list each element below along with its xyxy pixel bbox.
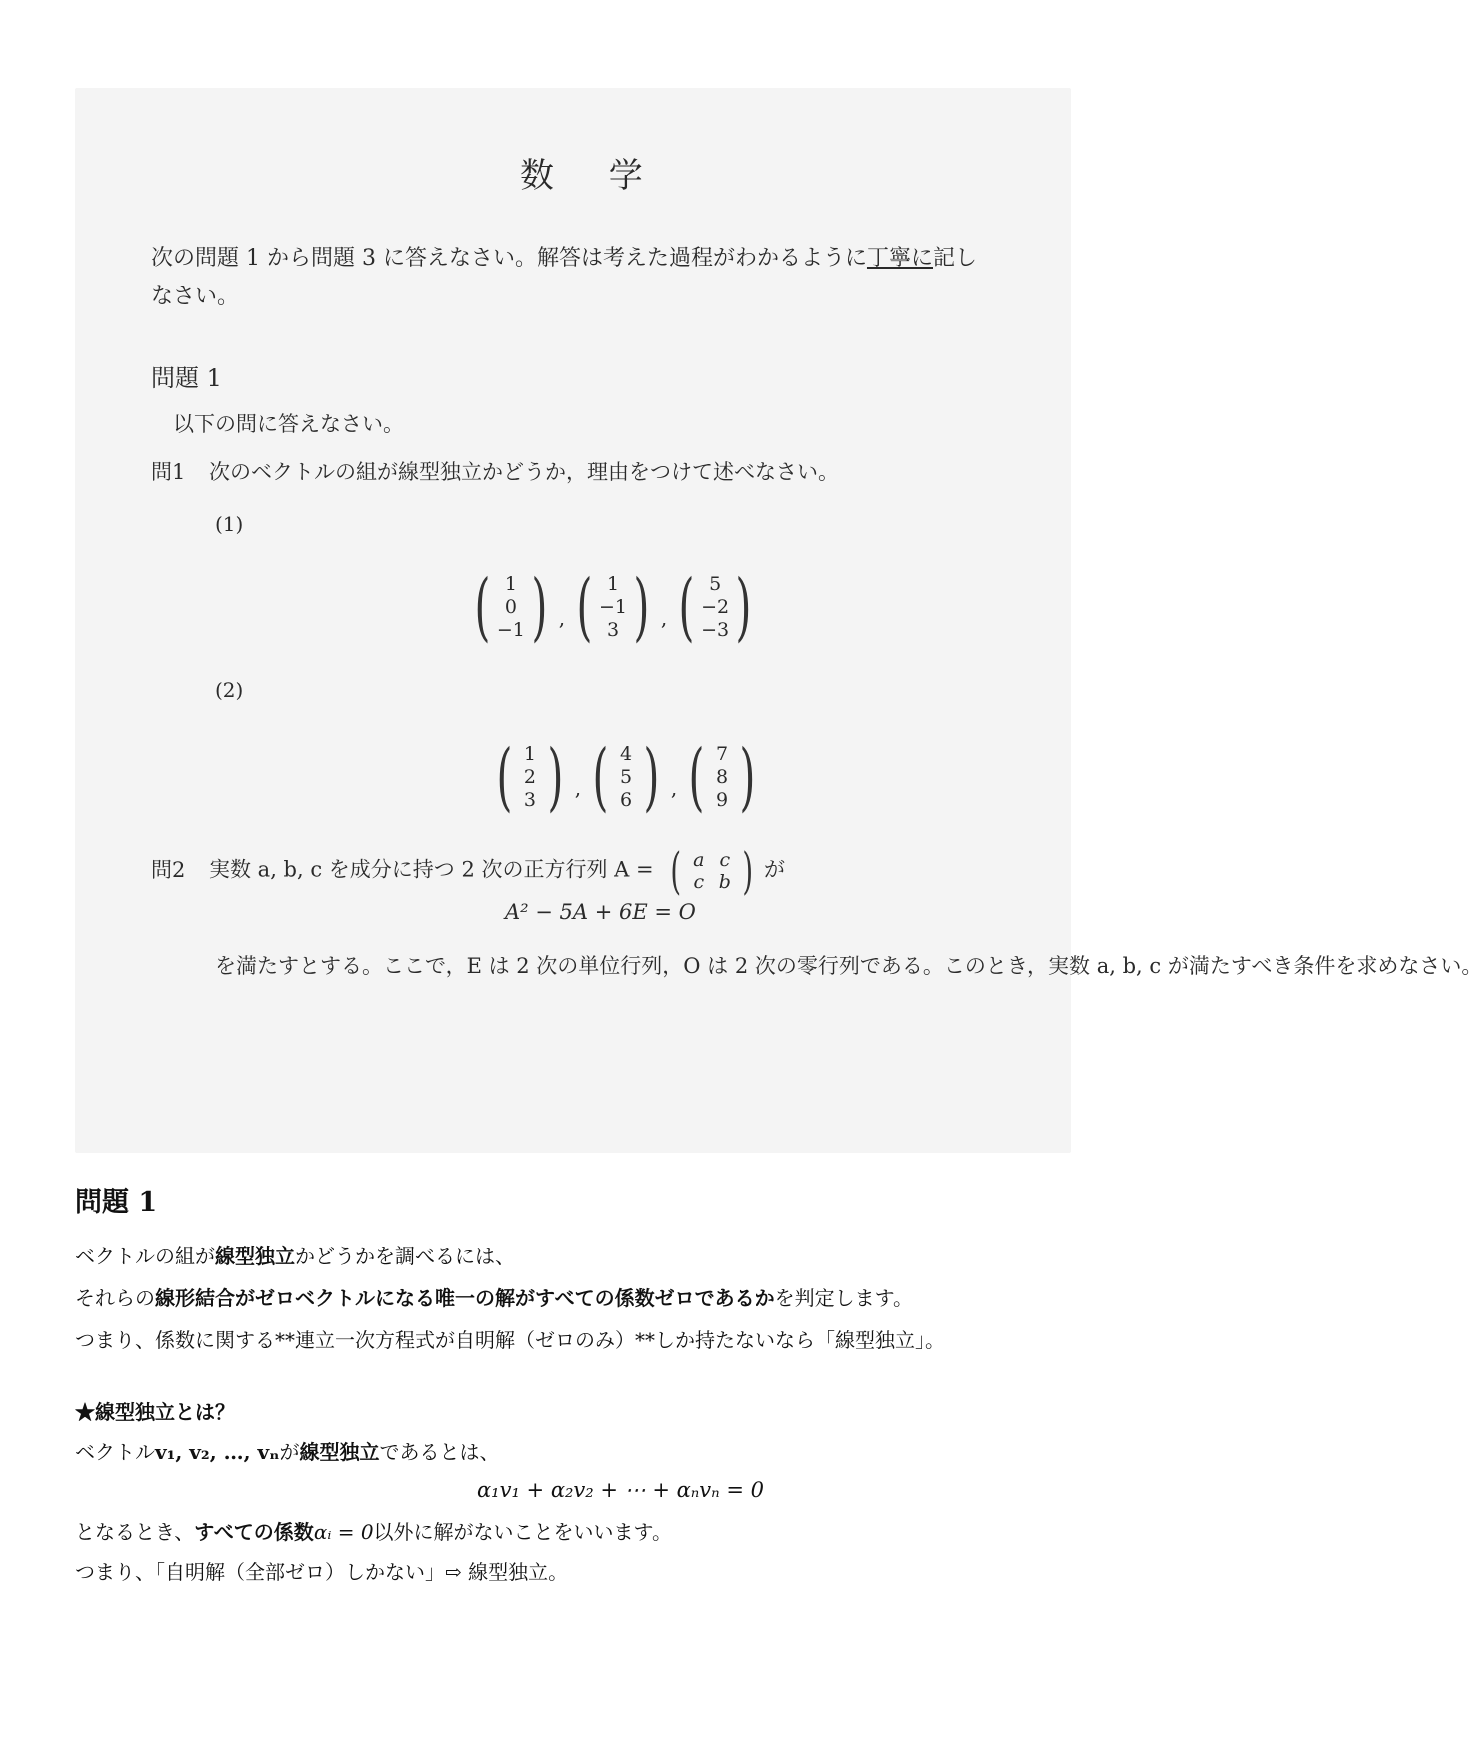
vector: ( 5 −2 −3 ) xyxy=(678,564,752,650)
exam-section-subtitle: 以下の問に答えなさい。 xyxy=(173,412,404,436)
vector-list: v₁, v₂, …, vₙ xyxy=(155,1440,280,1464)
question-1 xyxy=(151,456,839,486)
vector-set-2: ( 1 2 3 ) , ( 4 5 6 ) , ( 7 8 9 ) xyxy=(490,740,762,814)
exam-title: 数 学 xyxy=(520,156,665,196)
vector: ( 1 2 3 ) xyxy=(496,734,564,820)
linear-combination-equation: α₁v₁ + α₂v₂ + ⋯ + αₙvₙ = 0 xyxy=(477,1478,764,1502)
part-2-label: (2) xyxy=(215,678,244,702)
answer-heading: 問題 1 xyxy=(75,1187,158,1218)
exam-instructions xyxy=(151,240,991,316)
question-2-suffix: が xyxy=(764,857,786,882)
matrix-equation: A² − 5A + 6E = O xyxy=(505,900,696,924)
question-1-number: 問1 xyxy=(151,460,186,484)
question-1-text: 次のベクトルの組が線型独立かどうか，理由をつけて述べなさい。 xyxy=(209,460,839,484)
matrix-a: ( a c c b ) xyxy=(670,842,753,900)
question-2 xyxy=(151,842,786,900)
scanned-exam-sheet xyxy=(75,88,1482,1153)
definition-line: ベクトルv₁, v₂, …, vₙが線型独立であるとは、 xyxy=(75,1440,500,1464)
question-2-text: 実数 a, b, c を成分に持つ 2 次の正方行列 A = xyxy=(209,857,654,882)
instructions-text: 次の問題 1 から問題 3 に答えなさい。解答は考えた過程がわかるように xyxy=(151,246,867,271)
vector: ( 7 8 9 ) xyxy=(688,734,756,820)
vector-set-1: ( 1 0 −1 ) , ( 1 −1 3 ) , ( 5 −2 −3 ) xyxy=(468,570,758,644)
part-1-label: (1) xyxy=(215,512,244,536)
vector: ( 1 −1 3 ) xyxy=(576,564,650,650)
summary-line: つまり、「自明解（全部ゼロ）しかない」⇨ 線型独立。 xyxy=(75,1560,569,1584)
vector: ( 1 0 −1 ) xyxy=(474,564,548,650)
question-2-continuation: を満たすとする。ここで，E は 2 次の単位行列，O は 2 次の零行列である。このとき，実数 a, b, c が満たすべき条件を求めなさい。 xyxy=(215,954,1482,978)
instructions-end: 記しなさい。 xyxy=(151,246,978,309)
definition-heading: ★線型独立とは？ xyxy=(75,1400,235,1424)
question-2-number: 問2 xyxy=(151,857,186,882)
instructions-underlined: 丁寧に xyxy=(866,246,933,271)
answer-line-1: ベクトルの組が線型独立かどうかを調べるには、 xyxy=(75,1244,515,1268)
vector: ( 4 5 6 ) xyxy=(592,734,660,820)
condition-line: となるとき、すべての係数αᵢ = 0以外に解がないことをいいます。 xyxy=(75,1520,672,1544)
exam-section-heading: 問題 1 xyxy=(151,364,222,392)
answer-line-2: それらの線形結合がゼロベクトルになる唯一の解がすべての係数ゼロであるかを判定します。 xyxy=(75,1286,914,1310)
answer-line-3: つまり、係数に関する**連立一次方程式が自明解（ゼロのみ）**しか持たないなら「線型独立」。 xyxy=(75,1328,945,1352)
